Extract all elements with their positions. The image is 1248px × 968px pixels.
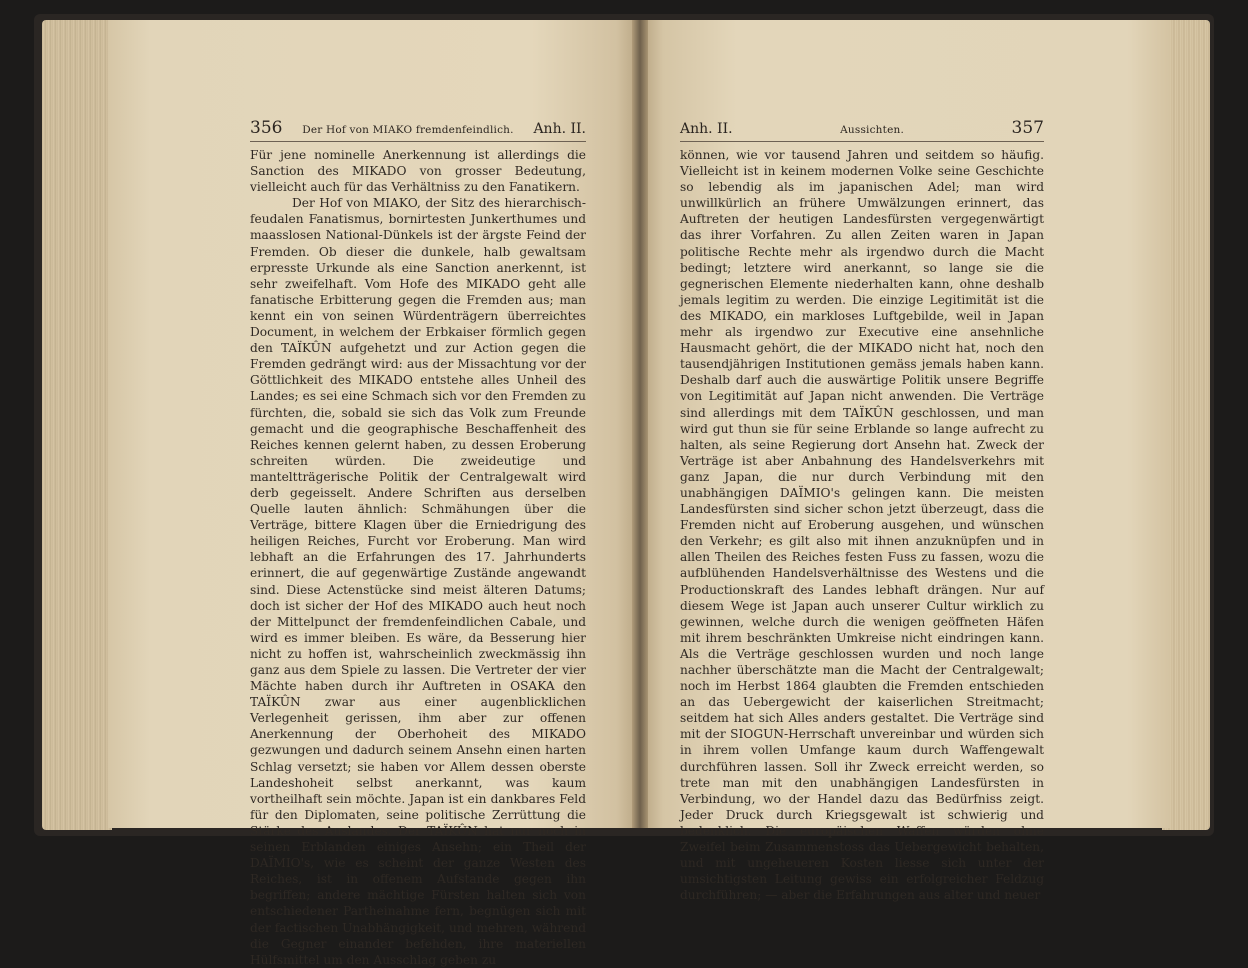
left-running-head: Der Hof von MIAKO fremdenfeindlich. [302,124,514,136]
left-paragraph-2: Der Hof von MIAKO, der Sitz des hierarchisch-feudalen Fanatismus, bornirtesten Junkerthumes und maasslosen National-Dünkels ist der ärgste Feind der Fremden. Ob dieser die dunkele, halb gewaltsam erpresste Urkunde als eine Sanction anerkennt, ist sehr zweifelhaft. Vom Hofe des MIKADO geht alle fanatische Erbitterung gegen die Fremden aus; man kennt ein von seinen Würdenträgern überreichtes Document, in welchem der Erbkaiser förmlich gegen den TAÏKÛN aufgehetzt und zur Action gegen die Fremden gedrängt wird: aus der Missachtung vor der Göttlichkeit des MIKADO entstehe alles Unheil des Landes; es sei eine Schmach sich vor den Fremden zu fürchten, die, sobald sie sich das Volk zum Freunde gemacht und die geographische Beschaffenheit des Reiches kennen gelernt haben, zu dessen Eroberung schreiten würden. Die zweideutige und manteltträgerische Politik der Centralgewalt wird derb gegeisselt. Andere Schriften aus derselben Quelle lauten ähnlich: Schmähungen über die Verträge, bittere Klagen über die Erniedrigung des heiligen Reiches, Furcht vor Eroberung. Man wird lebhaft an die Erfahrungen des 17. Jahrhunderts erinnert, die auf gegenwärtige Zustände angewandt sind. Diese Actenstücke sind meist älteren Datums; doch ist sicher der Hof des MIKADO auch heut noch der Mittelpunct der fremdenfeindlichen Cabale, und wird es immer bleiben. Es wäre, da Besserung hier nicht zu hoffen ist, wahrscheinlich zweckmässig ihn ganz aus dem Spiele zu lassen. Die Vertreter der vier Mächte haben durch ihr Auftreten in OSAKA den TAÏKÛN zwar aus einer augenblicklichen Verlegenheit gerissen, ihm aber zur offenen Anerkennung der Oberhoheit des MIKADO gezwungen und dadurch seinem Ansehn einen harten Schlag versetzt; sie haben vor Allem dessen oberste Landeshoheit selbst anerkannt, was kaum vortheilhaft sein möchte. Japan ist ein dankbares Feld für den Diplomaten, seine politische Zerrüttung die Stärke des Auslandes. Der TAÏKÛN hat nur noch in seinen Erblanden einiges Ansehn; ein Theil der DAÏMIO's, wie es scheint der ganze Westen des Reiches, ist in offenem Aufstande gegen ihn begriffen; andere mächtige Fürsten halten sich von entschiedener Partheinahme fern, begnügen sich mit der factischen Unabhängigkeit, und mehren, während die Gegner einander befehden, ihre materiellen Hülfsmittel um den Ausschlag geben zu [250,196,586,967]
left-paragraph-1: Für jene nominelle Anerkennung ist allerdings die Sanction des MIKADO von grosser Bedeutung, vielleicht auch für das Verhältniss zu den Fanatikern. [250,148,586,195]
right-running-head: Aussichten. [840,124,904,136]
left-header-rule [250,141,586,142]
right-section-label: Anh. II. [680,121,733,137]
left-page-number: 356 [250,118,283,138]
left-body-text [250,147,586,968]
right-paragraph-1: können, wie vor tausend Jahren und seitdem so häufig. Vielleicht ist in keinem modernen Volke seine Geschichte so lebendig als im japanischen Adel; man wird unwillkürlich an frühere Umwälzungen erinnert, das Auftreten der heutigen Landesfürsten vergegenwärtigt das ihrer Vorfahren. Zu allen Zeiten waren in Japan politische Rechte mehr als irgendwo durch die Macht bedingt; letztere wird anerkannt, so lange sie die gegnerischen Elemente niederhalten kann, ohne deshalb jemals legitim zu werden. Die einzige Legitimität ist die des MIKADO, ein markloses Luftgebilde, weil in Japan mehr als irgendwo zur Executive eine ansehnliche Hausmacht gehört, die der MIKADO nicht hat, noch den tausendjährigen Institutionen gemäss jemals haben kann. Deshalb darf auch die auswärtige Politik unsere Begriffe von Legitimität auf Japan nicht anwenden. Die Verträge sind allerdings mit dem TAÏKÛN geschlossen, und man wird gut thun sie für seine Erblande so lange aufrecht zu halten, als seine Regierung dort Ansehn hat. Zweck der Verträge ist aber Anbahnung des Handelsverkehrs mit ganz Japan, die nur durch Verbindung mit den unabhängigen DAÏMIO's gelingen kann. Die meisten Landesfürsten sind sicher schon jetzt überzeugt, dass die Fremden nicht auf Eroberung ausgehen, und wünschen den Verkehr; es gilt also mit ihnen anzuknüpfen und in allen Theilen des Reiches festen Fuss zu fassen, wozu die aufblühenden Handelsverhältnisse des Westens und die Productionskraft des Landes lebhaft drängen. Nur auf diesem Wege ist Japan auch unserer Cultur wirklich zu gewinnen, welche durch die wenigen geöffneten Häfen mit ihrem beschränkten Umkreise nicht eindringen kann. Als die Verträge geschlossen wurden und noch lange nachher überschätzte man die Macht der Centralgewalt; noch im Herbst 1864 glaubten die Fremden entschieden an das Uebergewicht der kaiserlichen Streitmacht; seitdem hat sich Alles anders gestaltet. Die Verträge sind mit der SIOGUN-Herrschaft unvereinbar und würden sich in ihrem vollen Umfange kaum durch Waffengewalt durchführen lassen. Soll ihr Zweck erreicht werden, so trete man mit den unabhängigen Landesfürsten in Verbindung, wo der Handel dazu das Bedürfniss zeigt. Jeder Druck durch Kriegsgewalt ist schwierig und bedenklich. Die europäischen Waffen würden ohne Zweifel beim Zusammenstoss das Uebergewicht behalten, und mit ungeheueren Kosten liesse sich unter der umsichtigsten Leitung gewiss ein erfolgreicher Feldzug durchführen; — aber die Erfahrungen aus alter und neuer [680,148,1044,903]
left-section-label: Anh. II. [533,121,586,137]
left-page-edges [42,20,112,830]
book-gutter [632,20,648,828]
right-header-rule [680,141,1044,142]
right-page-number: 357 [1011,118,1044,138]
left-page-header [250,118,586,140]
right-page-header [680,118,1044,140]
right-body-text [680,147,1044,903]
